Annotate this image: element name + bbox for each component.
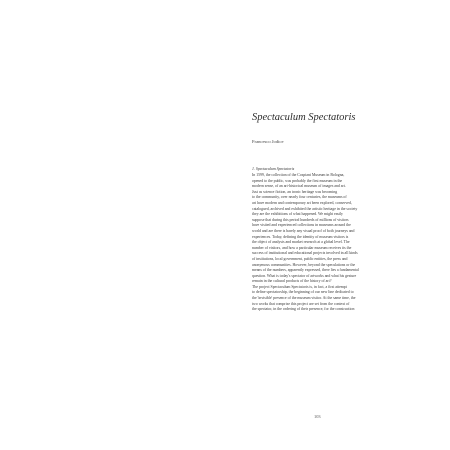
- body-line: two works that comprise this project are set from the context of: [252, 301, 350, 306]
- body-line: of institutions, local government, public entities, the press and: [252, 256, 348, 261]
- body-line: means of the numbers, apparently expressed, there lies a fundamental: [252, 268, 359, 273]
- body-line: suppose that during this period hundreds of millions of visitors: [252, 217, 349, 222]
- body-line: remain in the cultural products of the history of art?: [252, 279, 332, 284]
- body-line: the 'invisible' presence of the museum visitor. At the same time, the: [252, 296, 356, 301]
- body-line: anonymous communities. However, beyond the speculations or the: [252, 262, 356, 267]
- body-line: question. What is today's spectator of artworks and what his gesture: [252, 273, 357, 278]
- body-line: In 1599, the collection of the Cospiani Museum in Bologna,: [252, 173, 345, 177]
- body-line: to define spectatorship, the beginning of our new line dedicated to: [252, 290, 354, 295]
- body-line: experiences. Today, defining the identity of museum visitors is: [252, 234, 349, 239]
- body-line: number of visitors, and how a particular museum receives its the: [252, 245, 352, 250]
- body-line: they are the exhibitions of what happened. We might easily: [252, 212, 343, 217]
- body-line: catalogued, archived and exhibited the artistic heritage in the society: [252, 206, 358, 211]
- body-text: [252, 173, 404, 313]
- body-line: opened to the public, was probably the first museum in the: [252, 178, 343, 183]
- body-line: modern sense, of an art-historical museum of images and art.: [252, 184, 346, 189]
- page-number: 103: [314, 414, 321, 419]
- section-heading: 1. Spectaculum Spectatoris: [252, 167, 295, 171]
- page-title: Spectaculum Spectatoris: [252, 112, 356, 123]
- body-line: world and are there is barely any visual proof of both journeys and: [252, 228, 355, 233]
- body-line: the spectator, in the ordering of their presence, for the construction: [252, 307, 355, 312]
- body-line: success of institutional and educational projects involved in all kinds: [252, 251, 358, 256]
- body-line: have visited and experienced collections in museums around the: [252, 223, 351, 228]
- author-name: Francesco Jodice: [252, 139, 284, 144]
- body-line: art have modern and contemporary art been explored, conserved,: [252, 200, 352, 205]
- body-line: the object of analysis and market research at a global level. The: [252, 240, 350, 245]
- body-line: to the community, over nearly four centuries, the museums of: [252, 195, 347, 200]
- body-line: Just as science fiction, an ironic heritage was becoming: [252, 189, 338, 194]
- body-line: The project Spectaculum Spectatoris is, in fact, a first attempt: [252, 284, 347, 289]
